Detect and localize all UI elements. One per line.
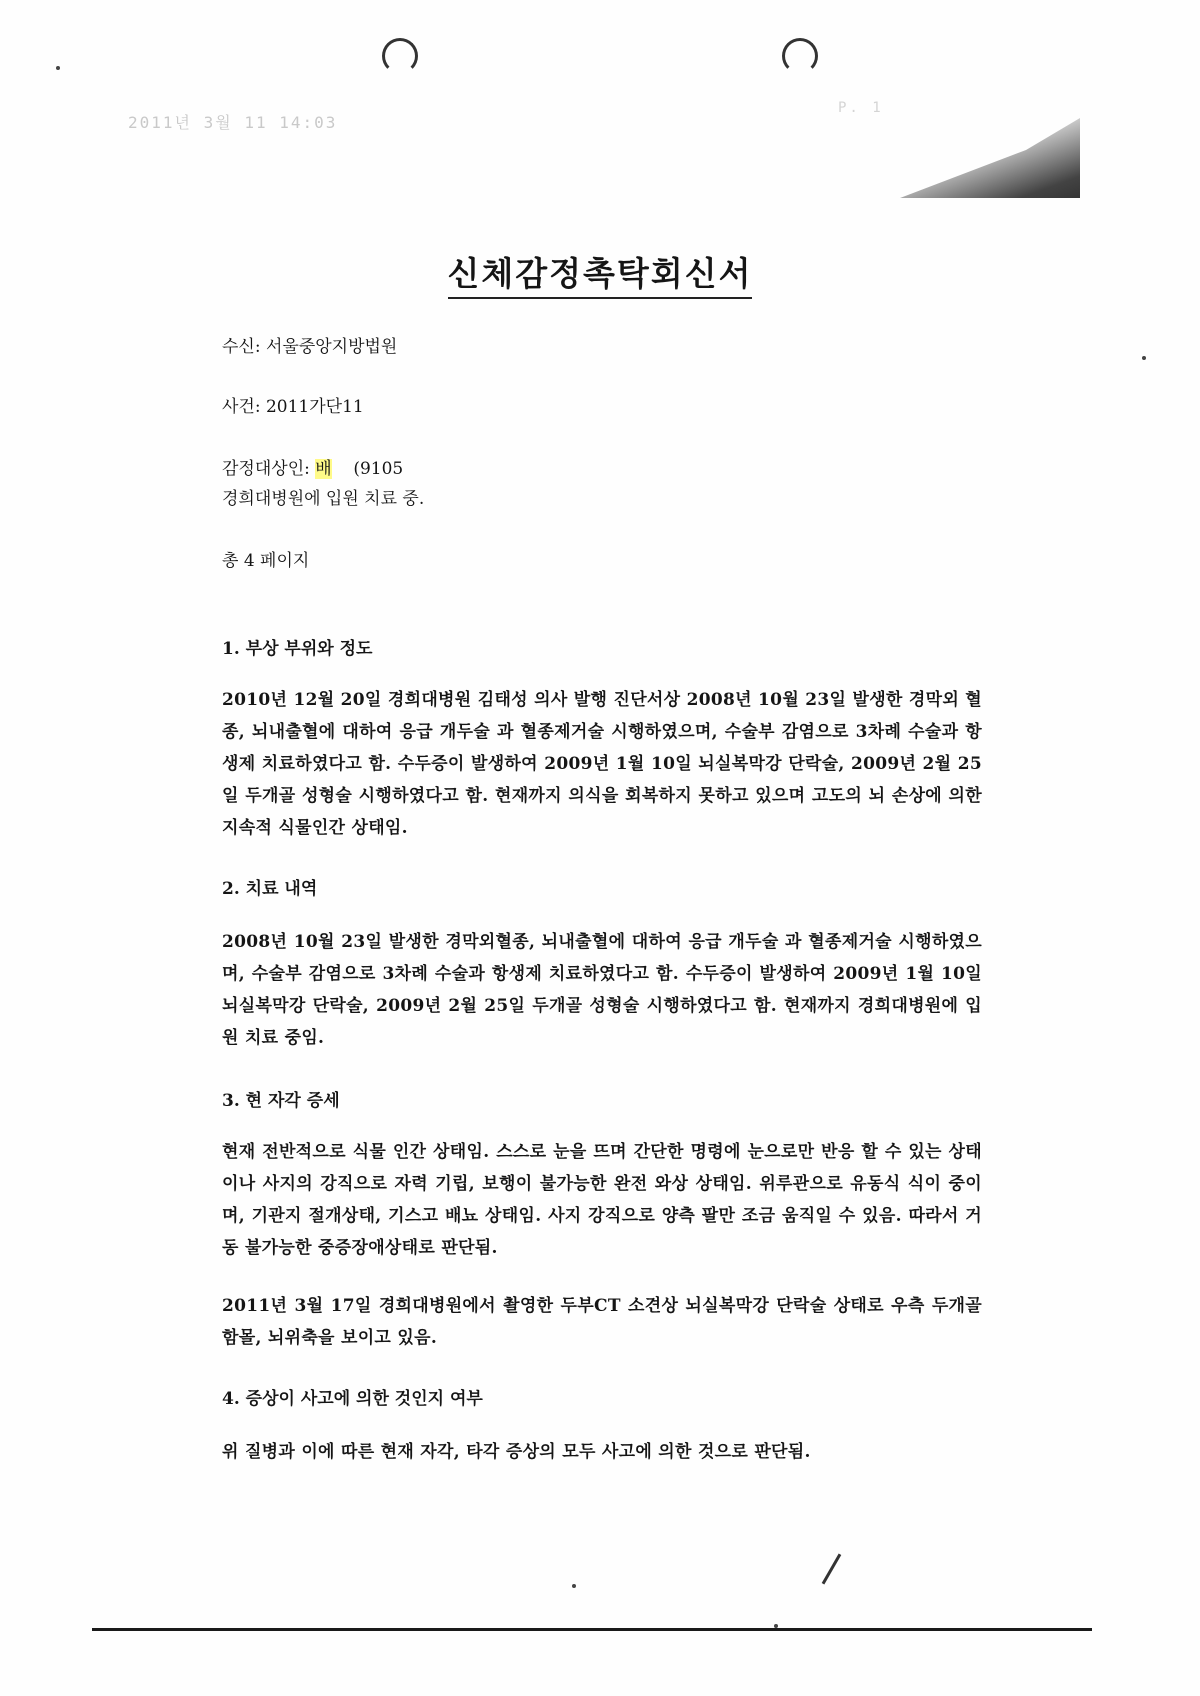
- section-heading: 1. 부상 부위와 정도: [222, 639, 373, 659]
- scan-speck: [1142, 356, 1146, 360]
- section-paragraph: 현재 전반적으로 식물 인간 상태임. 스스로 눈을 뜨며 간단한 명령에 눈으로만 반응 할 수 있는 상태이나 사지의 강직으로 자력 기립, 보행이 불가능한 완전 와상 상태임. 위루관으로 유동식 식이 중이며, 기관지 절개상태, 기스고 배뇨 상태임. 사지 강직으로 양측 팔만 조금 움직일 수 있음. 따라서 거동 불가능한 중증장애상태로 판단됨.: [222, 1142, 982, 1258]
- section-paragraph: 2008년 10월 23일 발생한 경막외혈종, 뇌내출혈에 대하여 응급 개두술 과 혈종제거술 시행하였으며, 수술부 감염으로 3차례 수술과 항생제 치료하였다고 함. 수두증이 발생하여 2009년 1월 10일 뇌실복막강 단락술, 2009년 2월 25일 두개골 성형술 시행하였다고 함. 현재까지 경희대병원에 입원 치료 중임.: [222, 932, 982, 1048]
- pen-mark: [822, 1554, 842, 1585]
- section-heading: 3. 현 자각 증세: [222, 1091, 340, 1111]
- section-body: [222, 1290, 982, 1354]
- subject-location: 경희대병원에 입원 치료 중.: [222, 489, 425, 509]
- subject-id: (9105: [353, 459, 404, 479]
- section-heading: 2. 치료 내역: [222, 879, 318, 899]
- section-paragraph: 2010년 12월 20일 경희대병원 김태성 의사 발행 진단서상 2008년 10월 23일 발생한 경막외 혈종, 뇌내출혈에 대하여 응급 개두술 과 혈종제거술 시행하였으며, 수술부 감염으로 3차례 수술과 항생제 치료하였다고 함. 수두증이 발생하여 2009년 1월 10일 뇌실복막강 단락술, 2009년 2월 25일 두개골 성형술 시행하였다고 함. 현재까지 의식을 회복하지 못하고 있으며 고도의 뇌 손상에 의한 지속적 식물인간 상태임.: [222, 690, 982, 838]
- document-title: [0, 248, 1200, 295]
- section-paragraph: 위 질병과 이에 따른 현재 자각, 타각 증상의 모두 사고에 의한 것으로 판단됨.: [222, 1442, 811, 1462]
- document-title-text: 신체감정촉탁회신서: [448, 254, 753, 299]
- subject-name: 배: [315, 459, 332, 479]
- section-paragraph: 2011년 3월 17일 경희대병원에서 촬영한 두부CT 소견상 뇌실복막강 단락술 상태로 우측 두개골 함몰, 뇌위축을 보이고 있음.: [222, 1296, 982, 1348]
- fax-header-left: 2011년 3월 11 14:03: [128, 113, 338, 132]
- section-body: [222, 1136, 982, 1264]
- scan-speck: [56, 66, 60, 70]
- section-body: [222, 1436, 982, 1468]
- section-body: [222, 684, 982, 844]
- bottom-rule: [92, 1628, 1092, 1631]
- recipient-line: 수신: 서울중앙지방법원: [222, 337, 398, 357]
- subject-line: [222, 454, 403, 479]
- punch-hole-left: [382, 38, 418, 74]
- fax-header-right: P. 1: [838, 100, 884, 116]
- total-pages: 총 4 페이지: [222, 551, 310, 571]
- section-body: [222, 926, 982, 1054]
- subject-label: 감정대상인:: [222, 459, 316, 479]
- section-heading: 4. 증상이 사고에 의한 것인지 여부: [222, 1389, 483, 1409]
- scan-smudge: [900, 118, 1080, 198]
- punch-hole-right: [782, 38, 818, 74]
- case-line: 사건: 2011가단11: [222, 397, 364, 417]
- scan-speck: [572, 1584, 576, 1588]
